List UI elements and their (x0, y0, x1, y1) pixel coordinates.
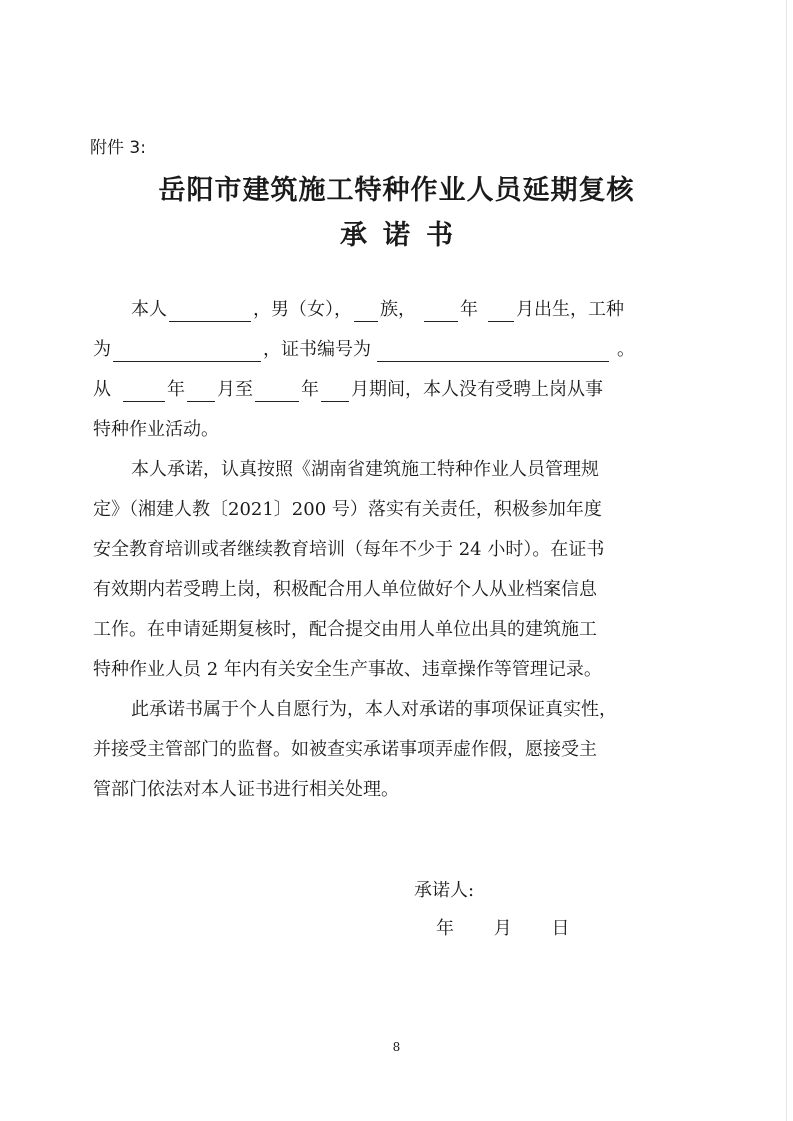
para2-line: 定》（湘建人教〔2021〕200 号）落实有关责任，积极参加年度 (93, 499, 602, 520)
certificate-number-blank[interactable] (377, 339, 609, 362)
document-subtitle: 承诺书 (340, 220, 469, 251)
para1-line3: 从 年 月至 年 月期间，本人没有受聘上岗从事 (93, 379, 603, 400)
to-month-blank[interactable] (321, 379, 349, 402)
document-body (93, 290, 688, 810)
para2-line: 工作。在申请延期复核时，配合提交由用人单位出具的建筑施工 (93, 619, 597, 640)
para2-line: 特种作业人员 2 年内有关安全生产事故、违章操作等管理记录。 (93, 659, 602, 680)
para1-line1: 本人 ，男（女）， 族， 年 月出生，工种 (131, 299, 624, 320)
para2-line: 本人承诺，认真按照《湖南省建筑施工特种作业人员管理规 (131, 459, 599, 480)
to-year-blank[interactable] (255, 379, 299, 402)
from-month-blank[interactable] (187, 379, 215, 402)
signature-date (436, 914, 603, 940)
name-blank[interactable] (169, 299, 251, 322)
work-type-blank[interactable] (113, 339, 261, 362)
para2-line: 有效期内若受聘上岗，积极配合用人单位做好个人从业档案信息 (93, 579, 597, 600)
from-year-blank[interactable] (123, 379, 165, 402)
para1-line4: 特种作业活动。 (93, 419, 219, 440)
para3-line: 此承诺书属于个人自愿行为，本人对承诺的事项保证真实性， (131, 699, 617, 720)
document-title: 岳阳市建筑施工特种作业人员延期复核 (158, 175, 635, 206)
para3-line: 并接受主管部门的监督。如被查实承诺事项弄虚作假，愿接受主 (93, 739, 597, 760)
para1-line2: 为 ，证书编号为 。 (93, 339, 635, 360)
date-day-label: 日 (551, 918, 570, 939)
ethnicity-blank[interactable] (354, 299, 378, 322)
signature-label: 承诺人: (414, 880, 475, 901)
para2-line: 安全教育培训或者继续教育培训（每年不少于 24 小时）。在证书 (93, 539, 605, 560)
para3-line: 管部门依法对本人证书进行相关处理。 (93, 779, 399, 800)
date-month-label: 月 (493, 918, 512, 939)
page-number: 8 (392, 1040, 401, 1054)
birth-month-blank[interactable] (488, 299, 514, 322)
birth-year-blank[interactable] (424, 299, 458, 322)
date-year-label: 年 (436, 918, 454, 939)
attachment-label: 附件 3: (90, 138, 146, 158)
